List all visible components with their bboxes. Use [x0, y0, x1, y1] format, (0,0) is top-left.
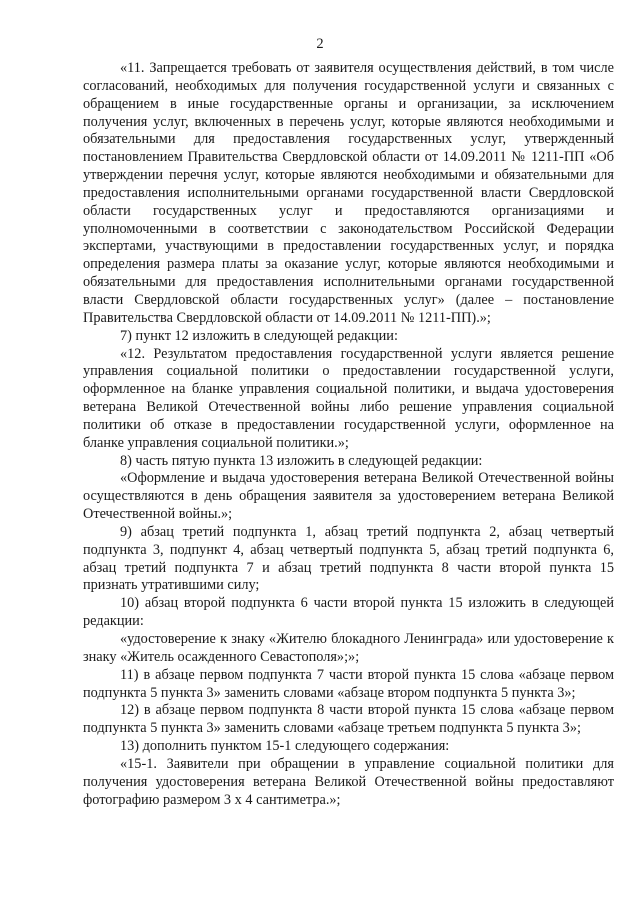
paragraph-item-11: «11. Запрещается требовать от заявителя осуществления действий, в том числе согласований, необходимых для получения государственной услуги и связанных с обращением в иные государственные органы и организации, за исключением получения услуг, включенных в перечень услуг, которые являются необходимыми и обязательными для предоставления государственных услуг, утвержденный постановлением Правительства Свердловской области от 14.09.2011 № 1211-ПП «Об утверждении перечня услуг, которые являются необходимыми и обязательными для предоставления исполнительными органами государственной власти Свердловской области государственных услуг и предоставляются организациями и уполномоченными в соответствии с законодательством Российской Федерации экспертами, участвующими в предоставлении государственных услуг, и порядка определения размера платы за оказание услуг, которые являются необходимыми и обязательными для предоставления исполнительными органами государственной власти Свердловской области государственных услуг» (далее – постановление Правительства Свердловской области от 14.09.2011 № 1211-ПП).»;	[83, 60, 614, 326]
paragraph-amendment-13: 13) дополнить пунктом 15-1 следующего содержания:	[120, 738, 450, 755]
paragraph-certificate-text: «удостоверение к знаку «Жителю блокадного Ленинграда» или удостоверение к знаку «Житель осажденного Севастополя»;»;	[83, 631, 614, 665]
document-body	[83, 60, 614, 809]
paragraph-item-15-1: «15-1. Заявители при обращении в управление социальной политики для получения удостоверения ветерана Великой Отечественной войны предоставляют фотографию размером 3 х 4 сантиметра.»;	[83, 755, 614, 808]
page-number: 2	[316, 36, 324, 52]
paragraph-amendment-12: 12) в абзаце первом подпункта 8 части второй пункта 15 слова «абзаце первом подпункта 5 пункта 3» заменить словами «абзаце третьем подпункта 5 пункта 3»;	[83, 702, 614, 737]
paragraph-amendment-9: 9) абзац третий подпункта 1, абзац третий подпункта 2, абзац четвертый подпункта 3, подпункт 4, абзац четвертый подпункта 5, абзац третий подпункта 6, абзац третий подпункта 7 и абзац третий подпункта 8 части второй пункта 15 признать утратившими силу;	[83, 523, 614, 594]
paragraph-amendment-7: 7) пункт 12 изложить в следующей редакции:	[120, 327, 398, 344]
paragraph-item-13-part-5: «Оформление и выдача удостоверения ветерана Великой Отечественной войны осуществляются в день обращения заявителя за удостоверением ветерана Великой Отечественной войны.»;	[83, 470, 614, 523]
paragraph-amendment-8: 8) часть пятую пункта 13 изложить в следующей редакции:	[120, 452, 483, 469]
paragraph-amendment-10: 10) абзац второй подпункта 6 части второй пункта 15 изложить в следующей редакции:	[83, 595, 614, 630]
paragraph-amendment-11: 11) в абзаце первом подпункта 7 части второй пункта 15 слова «абзаце первом подпункта 5 пункта 3» заменить словами «абзаце втором подпункта 5 пункта 3»;	[83, 666, 614, 701]
paragraph-item-12: «12. Результатом предоставления государственной услуги является решение управления социальной политики о предоставлении государственной услуги, оформленное на бланке управления социальной политики, и выдача удостоверения ветерана Великой Отечественной войны либо решение управления социальной политики об отказе в предоставлении государственной услуги, оформленное на бланке управления социальной политики.»;	[83, 345, 614, 451]
